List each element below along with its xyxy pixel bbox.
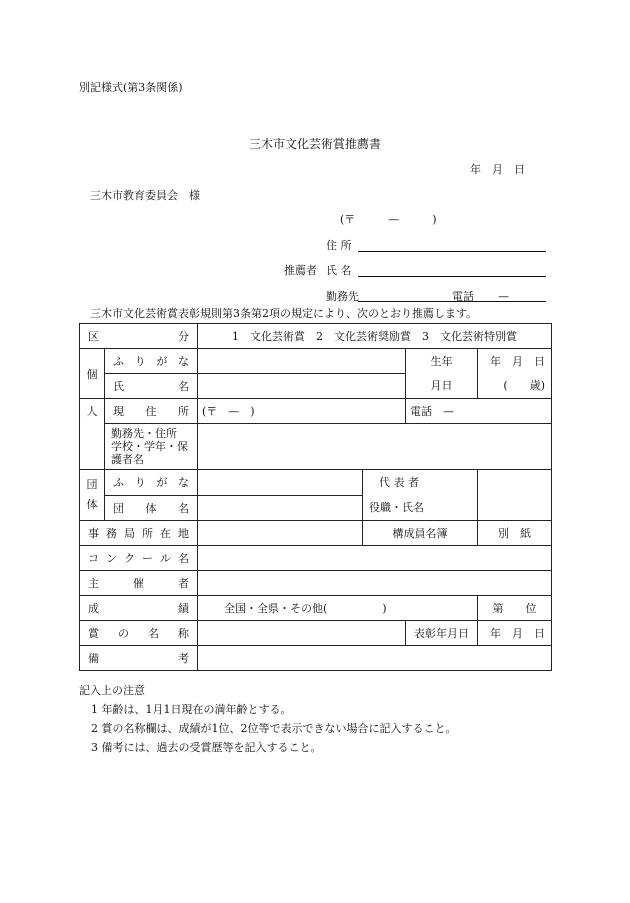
- organizer-field[interactable]: [198, 571, 552, 596]
- representative-label-b: 役職・氏名: [369, 501, 424, 514]
- furigana-label: ふ り が な: [105, 349, 198, 374]
- row-address: [80, 399, 552, 424]
- result-label: 成 績: [80, 596, 198, 621]
- notes-section: [79, 681, 457, 757]
- representative-label-a: 代 表 者: [379, 476, 419, 489]
- group-furigana-label: ふ り が な: [105, 470, 198, 496]
- row-office: [80, 521, 552, 546]
- individual-label-bottom: 人: [80, 399, 105, 470]
- date-line: 年 月 日: [470, 163, 525, 176]
- award-date-label: 表彰年月日: [406, 621, 478, 646]
- note-item: 2 賞の名称欄は、成績が1位、2位等で表示できない場合に記入すること。: [91, 722, 457, 735]
- group-label-a: 団: [86, 478, 98, 491]
- document-title: 三木市文化芸術賞推薦書: [248, 137, 381, 151]
- workplace-label: 勤務先: [326, 290, 359, 303]
- category-options[interactable]: 1 文化芸術賞 2 文化芸術奨励賞 3 文化芸術特別賞: [198, 324, 552, 349]
- group-label-b: 体: [86, 498, 98, 511]
- contest-name-field[interactable]: [198, 546, 552, 571]
- birth-label-a: 生年: [430, 354, 453, 368]
- current-address-label: 現 住 所: [105, 399, 198, 424]
- form-reference: 別記様式(第3条関係): [79, 81, 183, 94]
- member-list-label: 構成員名簿: [363, 521, 478, 546]
- row-workplace: [80, 424, 552, 470]
- remarks-label: 備 考: [80, 646, 198, 671]
- recommender-label: 推薦者: [284, 264, 317, 277]
- representative-field[interactable]: [478, 470, 552, 521]
- separate-sheet-note: 別 紙: [478, 521, 552, 546]
- name-field[interactable]: [198, 374, 406, 399]
- workplace-school-field[interactable]: [198, 424, 552, 470]
- address-label: 住 所: [326, 239, 352, 252]
- note-item: 1 年齢は、1月1日現在の満年齢とする。: [91, 703, 292, 716]
- office-address-field[interactable]: [198, 521, 363, 546]
- name-label-cell: 氏 名: [105, 374, 198, 399]
- row-remarks: [80, 646, 552, 671]
- row-result: [80, 596, 552, 621]
- row-award: [80, 621, 552, 646]
- award-date-field[interactable]: 年 月 日: [478, 621, 552, 646]
- postal-code-field[interactable]: (〒 — ): [340, 213, 437, 226]
- category-label: 区 分: [80, 324, 198, 349]
- birth-date-field[interactable]: [478, 349, 552, 399]
- group-furigana-field[interactable]: [198, 470, 363, 496]
- group-name-label: 団 体 名: [105, 495, 198, 521]
- recommendation-table: [79, 323, 552, 671]
- row-organizer: [80, 571, 552, 596]
- group-label: [80, 470, 105, 521]
- name-label: 氏 名: [326, 264, 352, 277]
- age-value: ( 歳): [503, 378, 545, 392]
- rank-field[interactable]: 第 位: [478, 596, 552, 621]
- individual-label-top: 個: [80, 349, 105, 399]
- name-line[interactable]: [358, 276, 546, 277]
- remarks-field[interactable]: [198, 646, 552, 671]
- group-name-field[interactable]: [198, 495, 363, 521]
- award-name-label: 賞 の 名 称: [80, 621, 198, 646]
- intro-text: 三木市文化芸術賞表彰規則第3条第2項の規定により、次のとおり推薦します。: [90, 307, 478, 320]
- organizer-label: 主 催 者: [80, 571, 198, 596]
- phone-dash: —: [498, 290, 509, 303]
- birth-date-label: [406, 349, 478, 399]
- office-address-label: 事務局所在地: [80, 521, 198, 546]
- addressee: 三木市教育委員会 様: [90, 189, 200, 202]
- row-furigana: [80, 349, 552, 374]
- workplace-school-label: 勤務先・住所 学校・学年・保護者名: [105, 424, 198, 470]
- contest-name-label: コンクール名: [80, 546, 198, 571]
- notes-heading: 記入上の注意: [79, 684, 145, 697]
- birth-date-value: 年 月 日: [490, 354, 545, 368]
- current-address-field[interactable]: (〒 — ): [198, 399, 406, 424]
- row-group-furigana: [80, 470, 552, 496]
- address-line[interactable]: [358, 251, 546, 252]
- award-name-field[interactable]: [198, 621, 406, 646]
- note-item: 3 備考には、過去の受賞歴等を記入すること。: [91, 741, 322, 754]
- furigana-field[interactable]: [198, 349, 406, 374]
- phone-label: 電話: [452, 290, 474, 303]
- phone-field[interactable]: 電話 —: [406, 399, 552, 424]
- row-category: [80, 324, 552, 349]
- row-contest: [80, 546, 552, 571]
- representative-label: [363, 470, 478, 521]
- result-scope-field[interactable]: 全国・全県・その他( ): [198, 596, 478, 621]
- birth-label-b: 月日: [430, 378, 453, 392]
